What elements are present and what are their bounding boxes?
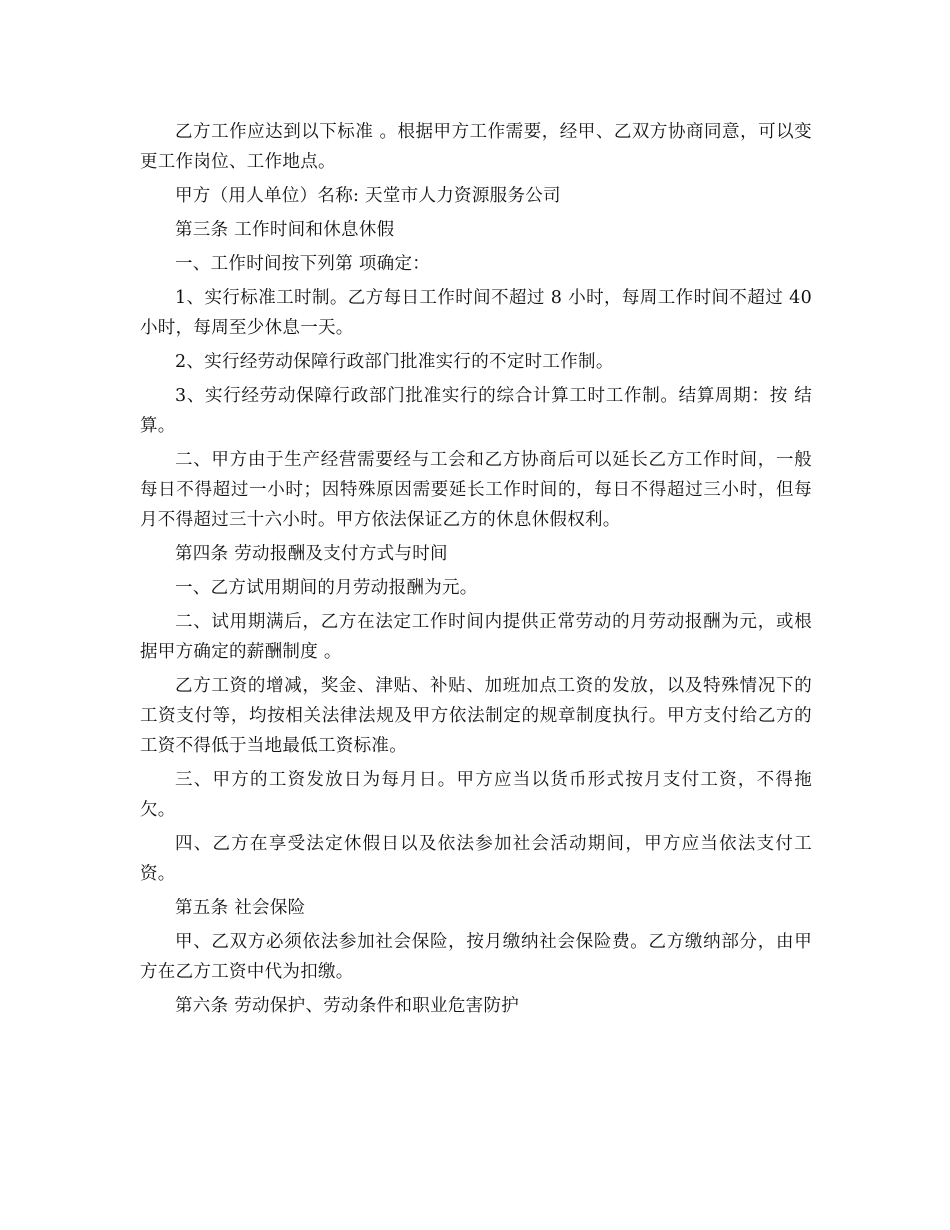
document-page [140, 117, 812, 1025]
paragraph-work-time-intro: 一、工作时间按下列第 项确定： [175, 254, 431, 274]
paragraph-probation-pay: 一、乙方试用期间的月劳动报酬为元。 [175, 578, 478, 598]
paragraph-pay-day: 三、甲方的工资发放日为每月日。甲方应当以货币形式按月支付工资，不得拖欠。 [140, 770, 812, 820]
paragraph-wage-adjustment: 乙方工资的增减，奖金、津贴、补贴、加班加点工资的发放，以及特殊情况下的工资支付等，均按相关法律法规及甲方依法制定的规章制度执行。甲方支付给乙方的工资不得低于当地最低工资标准。 [140, 676, 812, 756]
article-4-heading: 第四条 劳动报酬及支付方式与时间 [175, 544, 448, 564]
paragraph-holiday-pay: 四、乙方在享受法定休假日以及依法参加社会活动期间，甲方应当依法支付工资。 [140, 834, 812, 884]
paragraph-standard-hours: 1、实行标准工时制。乙方每日工作时间不超过 8 小时，每周工作时间不超过 40 小时，每周至少休息一天。 [140, 288, 812, 338]
article-3-heading: 第三条 工作时间和休息休假 [175, 220, 395, 240]
employer-name-line: 甲方（用人单位）名称: 天堂市人力资源服务公司 [175, 186, 561, 206]
paragraph-social-insurance: 甲、乙双方必须依法参加社会保险，按月缴纳社会保险费。乙方缴纳部分，由甲方在乙方工资中代为扣缴。 [140, 932, 812, 982]
paragraph-flexible-hours: 2、实行经劳动保障行政部门批准实行的不定时工作制。 [175, 352, 614, 372]
paragraph-regular-pay: 二、试用期满后，乙方在法定工作时间内提供正常劳动的月劳动报酬为元，或根据甲方确定的薪酬制度 。 [140, 612, 812, 662]
paragraph-work-standard: 乙方工作应达到以下标准 。根据甲方工作需要，经甲、乙双方协商同意，可以变更工作岗位、工作地点。 [140, 122, 812, 172]
article-6-heading: 第六条 劳动保护、劳动条件和职业危害防护 [175, 996, 520, 1016]
paragraph-comprehensive-hours: 3、实行经劳动保障行政部门批准实行的综合计算工时工作制。结算周期：按 结算。 [140, 386, 812, 436]
paragraph-overtime: 二、甲方由于生产经营需要经与工会和乙方协商后可以延长乙方工作时间，一般每日不得超过一小时；因特殊原因需要延长工作时间的，每日不得超过三小时，但每月不得超过三十六小时。甲方依法保证乙方的休息休假权利。 [140, 450, 812, 530]
article-5-heading: 第五条 社会保险 [175, 898, 306, 918]
